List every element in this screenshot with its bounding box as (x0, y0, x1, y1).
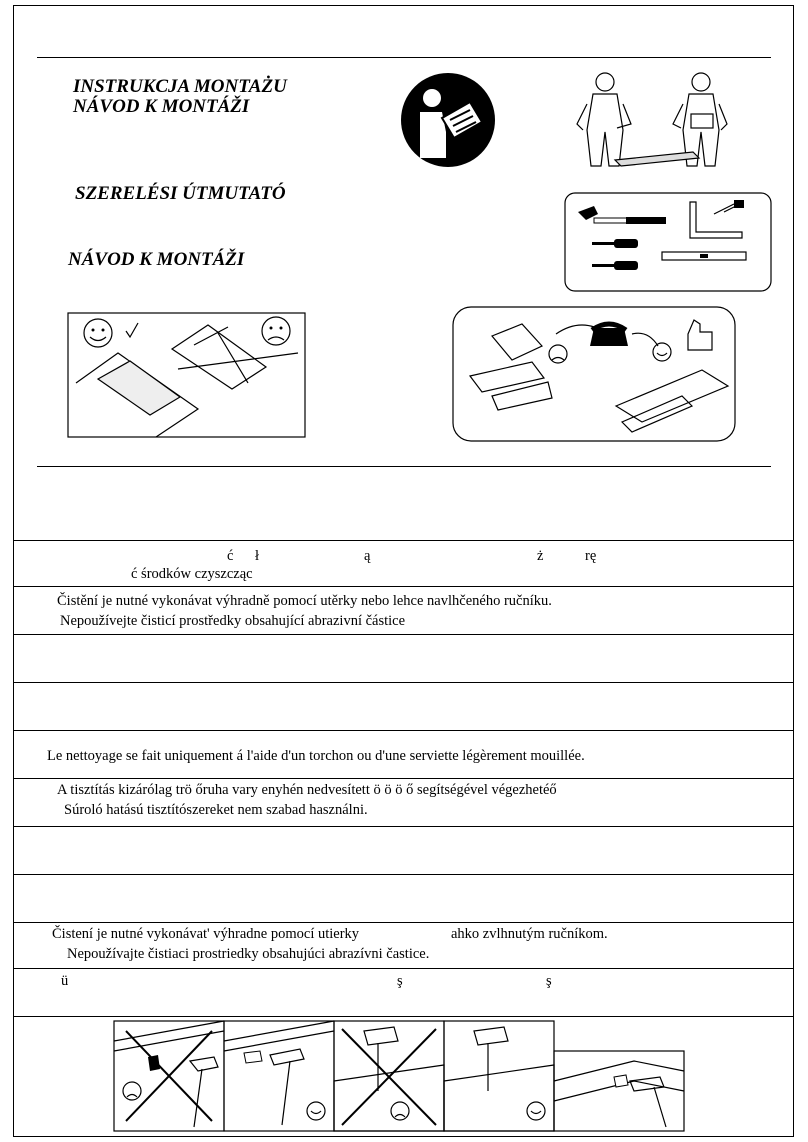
row-fr (13, 730, 794, 778)
row-empty (13, 874, 794, 922)
tr-fragment: ü (61, 973, 69, 989)
row-sk (13, 922, 794, 968)
two-workers-icon (575, 70, 735, 170)
title-sk: NÁVOD K MONTÁŽI (68, 249, 245, 270)
row-cz (13, 586, 794, 634)
required-tools-icon (564, 192, 774, 292)
row-hu (13, 778, 794, 826)
hammer-usage-icons (114, 1021, 686, 1133)
pl-fragment: ł (255, 548, 260, 564)
cz-line-2: Nepoužívejte čisticí prostředky obsahující abrazivní částice (60, 613, 406, 629)
row-empty (13, 826, 794, 874)
pl-fragment: ą (364, 548, 371, 564)
fr-line-1: Le nettoyage se fait uniquement á l'aide d'un torchon ou d'une serviette légèrement mouillée. (47, 748, 585, 764)
hu-line-1: A tisztítás kizárólag trö őruha vary enyhén nedvesített ö ö ö ő segítségével végezhetéő (57, 782, 557, 798)
row-tr (13, 968, 794, 1016)
sk-line-1b: ahko zvlhnutým ručníkom. (451, 926, 608, 942)
sk-line-2: Nepoužívajte čistiaci prostriedky obsahujúci abrazívni častice. (67, 946, 430, 962)
read-instructions-icon (400, 72, 496, 168)
hu-line-2: Súroló hatású tisztítószereket nem szabad használni. (64, 802, 368, 818)
assemble-on-carpet-icon (68, 313, 306, 437)
row-empty (13, 634, 794, 682)
title-cz: NÁVOD K MONTÁŽI (73, 96, 250, 117)
row-empty (13, 682, 794, 730)
middle-rule (37, 466, 771, 467)
title-pl: INSTRUKCJA MONTAŻU (73, 76, 287, 97)
tr-fragment: ş (397, 973, 403, 989)
pl-fragment: rę (585, 548, 597, 564)
title-hu: SZERELÉSI ÚTMUTATÓ (75, 183, 286, 204)
pl-fragment: ć (227, 548, 234, 564)
cz-line-1: Čistění je nutné vykonávat výhradně pomocí utěrky nebo lehce navlhčeného ručníku. (57, 593, 552, 609)
pl-line-2: ć środków czyszcząc (131, 566, 253, 582)
pl-fragment: ż (537, 548, 544, 564)
top-rule (37, 57, 771, 58)
check-parts-call-service-icon (452, 306, 736, 442)
tr-fragment: ş (546, 973, 552, 989)
row-divider (13, 1016, 794, 1017)
sk-line-1a: Čistení je nutné vykonávat' výhradne pomocí utierky (52, 926, 360, 942)
row-pl (13, 540, 794, 586)
